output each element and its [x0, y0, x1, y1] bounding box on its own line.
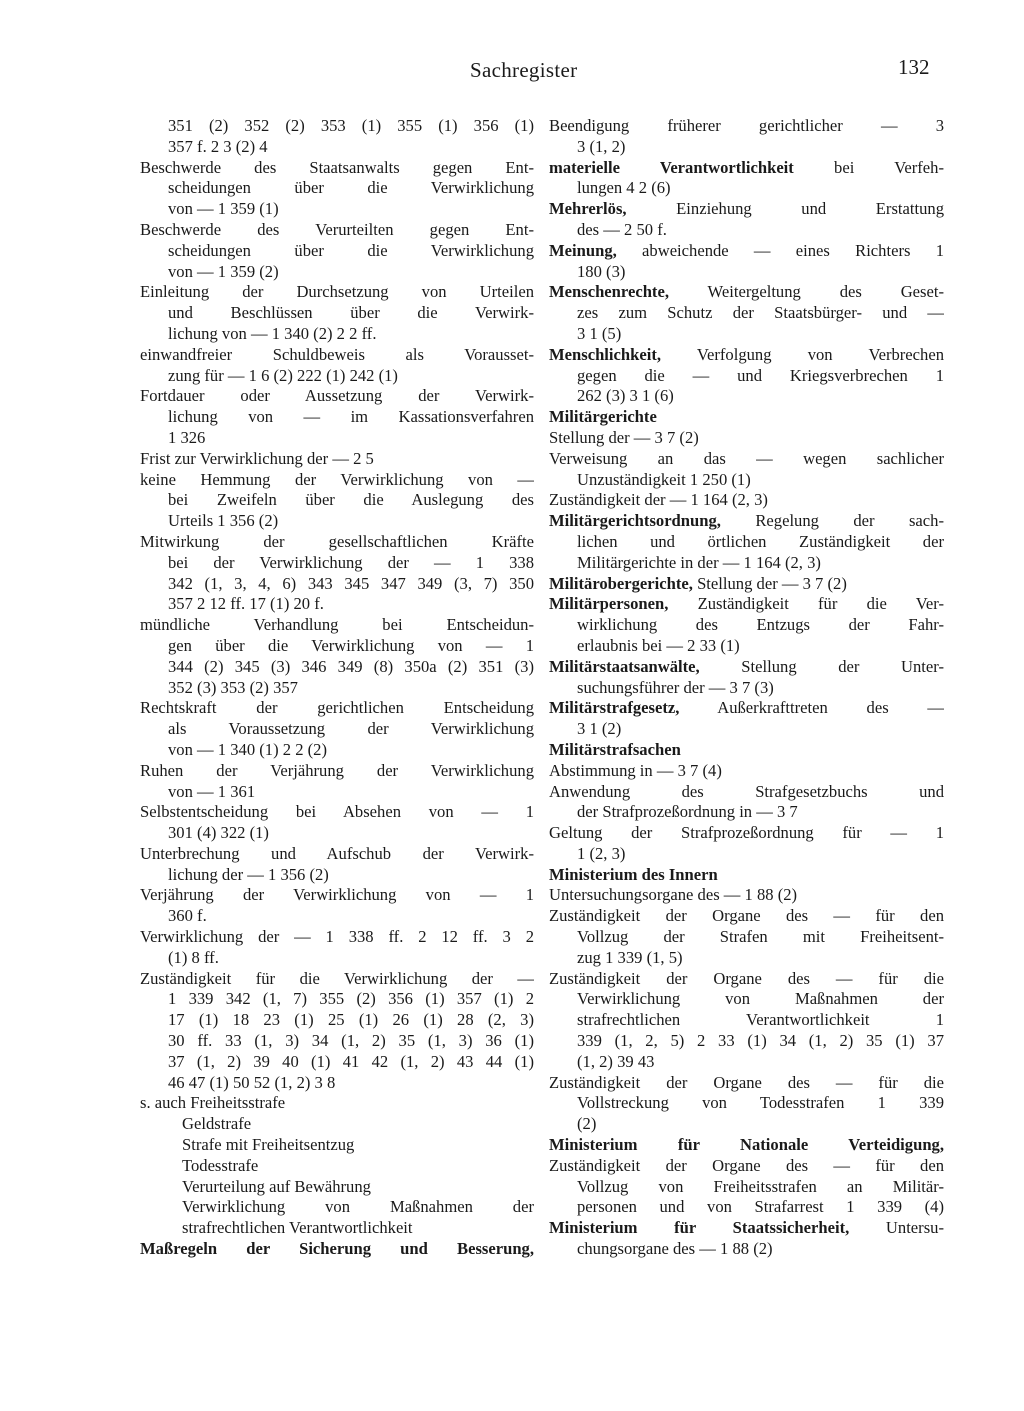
index-line	[140, 844, 534, 865]
index-line	[549, 137, 944, 158]
index-line	[549, 1093, 944, 1114]
index-line	[140, 532, 534, 553]
index-line	[140, 553, 534, 574]
index-line	[140, 282, 534, 303]
index-text: Unterbrechung und Aufschub der Verwirk-	[140, 843, 534, 863]
index-text: (1) 8 ff.	[168, 947, 219, 967]
index-line	[549, 158, 944, 179]
index-line	[140, 1177, 534, 1198]
index-line	[140, 1114, 534, 1135]
index-text: Verwirklichung der — 1 338 ff. 2 12 ff. 3 2	[140, 927, 534, 947]
index-text: Verfolgung von Verbrechen	[661, 344, 944, 364]
index-line	[549, 1010, 944, 1031]
index-line	[549, 782, 944, 803]
index-text: von — 1 359 (2)	[168, 261, 279, 281]
index-text: Rechtskraft der gerichtlichen Entscheidung	[140, 698, 534, 718]
index-text: des — 2 50 f.	[577, 219, 667, 239]
index-keyword: Ministerium des Innern	[549, 864, 718, 884]
index-line	[140, 761, 534, 782]
index-text: Verweisung an das — wegen sachlicher	[549, 448, 944, 468]
index-text: (2)	[577, 1114, 597, 1134]
index-line	[549, 303, 944, 324]
index-text: 3 1 (2)	[577, 719, 622, 739]
index-keyword: Menschlichkeit,	[549, 344, 661, 364]
index-line	[549, 636, 944, 657]
index-line	[549, 761, 944, 782]
index-line	[140, 865, 534, 886]
index-keyword: Mehrerlös,	[549, 199, 627, 219]
index-line	[140, 449, 534, 470]
index-keyword: Militärgerichte	[549, 407, 657, 427]
index-line	[549, 1218, 944, 1239]
index-line	[549, 262, 944, 283]
index-text: 344 (2) 345 (3) 346 349 (8) 350a (2) 351 (3)	[168, 656, 534, 676]
index-text: als Voraussetzung der Verwirklichung	[168, 719, 534, 739]
index-text: Militärgerichte in der — 1 164 (2, 3)	[577, 552, 821, 572]
index-line	[140, 1239, 534, 1260]
index-line	[549, 678, 944, 699]
index-text: 1 (2, 3)	[577, 843, 626, 863]
index-line	[549, 948, 944, 969]
index-text: lungen 4 2 (6)	[577, 178, 671, 198]
index-text: Zuständigkeit der Organe des — für den	[549, 906, 944, 926]
index-text: 3 (1, 2)	[577, 136, 626, 156]
index-text: 360 f.	[168, 906, 207, 926]
index-line	[549, 969, 944, 990]
index-line	[140, 927, 534, 948]
index-line	[140, 678, 534, 699]
index-text: bei Verfeh-	[793, 157, 944, 177]
index-text: strafrechtlichen Verantwortlichkeit 1	[577, 1010, 944, 1030]
index-text: chungsorgane des — 1 88 (2)	[577, 1239, 773, 1259]
index-keyword: Militärstrafgesetz,	[549, 698, 680, 718]
index-line	[140, 1156, 534, 1177]
index-column-left	[140, 116, 534, 1260]
index-line	[140, 199, 534, 220]
index-line	[549, 1197, 944, 1218]
index-line	[140, 116, 534, 137]
index-line	[140, 241, 534, 262]
index-text: einwandfreier Schuldbeweis als Vorausset-	[140, 344, 534, 364]
index-text: suchungsführer der — 3 7 (3)	[577, 677, 774, 697]
index-text: Zuständigkeit der Organe des — für die	[549, 1072, 944, 1092]
index-text: bei der Verwirklichung der — 1 338	[168, 552, 534, 572]
index-line	[140, 885, 534, 906]
index-line	[549, 1073, 944, 1094]
index-keyword: Maßregeln der Sicherung und Besserung,	[140, 1239, 534, 1259]
index-text: lichen und örtlichen Zuständigkeit der	[577, 531, 944, 551]
index-line	[549, 449, 944, 470]
index-text: Zuständigkeit für die Verwirklichung der —	[140, 968, 534, 988]
index-text: Verurteilung auf Bewährung	[182, 1176, 371, 1196]
index-line	[140, 823, 534, 844]
index-text: 46 47 (1) 50 52 (1, 2) 3 8	[168, 1072, 336, 1092]
index-text: erlaubnis bei — 2 33 (1)	[577, 635, 740, 655]
index-text: lichung der — 1 356 (2)	[168, 864, 329, 884]
index-line	[140, 137, 534, 158]
index-text: Außerkrafttreten des —	[679, 698, 944, 718]
index-text: Stellung der Unter-	[699, 656, 944, 676]
index-line	[549, 1052, 944, 1073]
index-text: scheidungen über die Verwirklichung	[168, 240, 534, 260]
index-keyword: Ministerium für Nationale Verteidigung,	[549, 1135, 944, 1155]
index-line	[549, 324, 944, 345]
index-text: Einleitung der Durchsetzung von Urteilen	[140, 282, 534, 302]
index-text: der Strafprozeßordnung in — 3 7	[577, 802, 798, 822]
index-line	[549, 885, 944, 906]
index-line	[549, 615, 944, 636]
index-keyword: Menschenrechte,	[549, 282, 669, 302]
index-line	[140, 158, 534, 179]
index-text: 1 326	[168, 427, 206, 447]
index-text: Fortdauer oder Aussetzung der Verwirk-	[140, 386, 534, 406]
index-text: Zuständigkeit der — 1 164 (2, 3)	[549, 490, 768, 510]
index-line	[549, 719, 944, 740]
index-text: 262 (3) 3 1 (6)	[577, 386, 674, 406]
index-line	[140, 1031, 534, 1052]
index-line	[549, 844, 944, 865]
index-text: 352 (3) 353 (2) 357	[168, 677, 298, 697]
index-text: Mitwirkung der gesellschaftlichen Kräfte	[140, 531, 534, 551]
index-line	[549, 470, 944, 491]
index-text: Verjährung der Verwirklichung von — 1	[140, 885, 534, 905]
index-text: Frist zur Verwirklichung der — 2 5	[140, 448, 374, 468]
index-text: von — 1 359 (1)	[168, 199, 279, 219]
index-line	[140, 178, 534, 199]
index-line	[140, 1093, 534, 1114]
index-line	[140, 490, 534, 511]
index-text: 37 (1, 2) 39 40 (1) 41 42 (1, 2) 43 44 (1)	[168, 1051, 534, 1071]
index-line	[140, 989, 534, 1010]
index-text: Weitergeltung des Geset-	[668, 282, 944, 302]
index-text: Zuständigkeit für die Ver-	[668, 594, 944, 614]
index-keyword: Militärpersonen,	[549, 594, 669, 614]
index-line	[549, 116, 944, 137]
index-text: Urteils 1 356 (2)	[168, 511, 279, 531]
index-text: 1 339 342 (1, 7) 355 (2) 356 (1) 357 (1) 2	[168, 989, 534, 1009]
index-text: scheidungen über die Verwirklichung	[168, 178, 534, 198]
index-line	[140, 366, 534, 387]
index-text: Strafe mit Freiheitsentzug	[182, 1135, 355, 1155]
index-text: Beschwerde des Staatsanwalts gegen Ent-	[140, 157, 534, 177]
index-line	[140, 740, 534, 761]
index-text: strafrechtlichen Verantwortlichkeit	[182, 1218, 413, 1238]
index-text: personen und von Strafarrest 1 339 (4)	[577, 1197, 944, 1217]
index-text: von — 1 340 (1) 2 2 (2)	[168, 739, 328, 759]
index-line	[140, 906, 534, 927]
index-line	[549, 282, 944, 303]
index-line	[140, 719, 534, 740]
index-text: Anwendung des Strafgesetzbuchs und	[549, 781, 944, 801]
index-line	[140, 948, 534, 969]
index-line	[549, 428, 944, 449]
index-line	[549, 740, 944, 761]
index-text: Vollstreckung von Todesstrafen 1 339	[577, 1093, 944, 1113]
index-text: s. auch Freiheitsstrafe	[140, 1093, 286, 1113]
index-text: Untersuchungsorgane des — 1 88 (2)	[549, 885, 798, 905]
index-text: 30 ff. 33 (1, 3) 34 (1, 2) 35 (1, 3) 36 (1)	[168, 1031, 534, 1051]
index-line	[549, 490, 944, 511]
index-text: zes zum Schutz der Staatsbürger- und —	[577, 303, 944, 323]
index-line	[140, 802, 534, 823]
index-text: Zuständigkeit der Organe des — für die	[549, 968, 944, 988]
page-number: 132	[898, 55, 930, 79]
index-text: Abstimmung in — 3 7 (4)	[549, 760, 722, 780]
index-text: Geltung der Strafprozeßordnung für — 1	[549, 823, 944, 843]
index-line	[549, 594, 944, 615]
index-line	[140, 428, 534, 449]
index-text: Verwirklichung von Maßnahmen der	[577, 989, 944, 1009]
index-line	[549, 698, 944, 719]
index-line	[549, 199, 944, 220]
running-header: Sachregister	[470, 58, 578, 82]
index-text: (1, 2) 39 43	[577, 1051, 655, 1071]
index-text: Unzuständigkeit 1 250 (1)	[577, 469, 751, 489]
index-line	[140, 345, 534, 366]
index-line	[549, 823, 944, 844]
index-line	[549, 366, 944, 387]
index-text: wirklichung des Entzugs der Fahr-	[577, 615, 944, 635]
index-keyword: Militärstrafsachen	[549, 739, 681, 759]
index-text: Todesstrafe	[182, 1155, 259, 1175]
index-text: 351 (2) 352 (2) 353 (1) 355 (1) 356 (1)	[168, 116, 534, 135]
index-text: gen über die Verwirklichung von — 1	[168, 635, 534, 655]
index-line	[140, 324, 534, 345]
index-line	[140, 386, 534, 407]
index-line	[549, 927, 944, 948]
index-line	[549, 345, 944, 366]
index-text: Vollzug von Freiheitsstrafen an Militär-	[577, 1176, 944, 1196]
index-text: lichung von — 1 340 (2) 2 2 ff.	[168, 323, 377, 343]
index-line	[140, 574, 534, 595]
index-line	[549, 906, 944, 927]
index-line	[549, 241, 944, 262]
index-text: 17 (1) 18 23 (1) 25 (1) 26 (1) 28 (2, 3)	[168, 1010, 534, 1030]
index-line	[549, 532, 944, 553]
index-text: Selbstentscheidung bei Absehen von — 1	[140, 802, 534, 822]
index-line	[140, 1073, 534, 1094]
index-keyword: Militärstaatsanwälte,	[549, 656, 700, 676]
index-line	[549, 989, 944, 1010]
index-line	[140, 698, 534, 719]
index-text: zug 1 339 (1, 5)	[577, 947, 683, 967]
index-keyword: Militärgerichtsordnung,	[549, 511, 721, 531]
index-text: und Beschlüssen über die Verwirk-	[168, 303, 534, 323]
index-line	[549, 1031, 944, 1052]
index-text: Untersu-	[849, 1218, 944, 1238]
index-text: zung für — 1 6 (2) 222 (1) 242 (1)	[168, 365, 398, 385]
index-line	[140, 511, 534, 532]
index-text: keine Hemmung der Verwirklichung von —	[140, 469, 534, 489]
index-line	[140, 782, 534, 803]
index-text: Verwirklichung von Maßnahmen der	[182, 1197, 534, 1217]
index-line	[549, 1114, 944, 1135]
index-line	[140, 594, 534, 615]
index-line	[140, 407, 534, 428]
index-line	[549, 865, 944, 886]
index-line	[549, 386, 944, 407]
index-line	[140, 303, 534, 324]
index-line	[549, 657, 944, 678]
index-line	[140, 220, 534, 241]
index-text: Beschwerde des Verurteilten gegen Ent-	[140, 219, 534, 239]
index-text: 301 (4) 322 (1)	[168, 823, 269, 843]
index-line	[549, 802, 944, 823]
index-text: von — 1 361	[168, 781, 256, 801]
index-line	[140, 1052, 534, 1073]
index-text: gegen die — und Kriegsverbrechen 1	[577, 365, 944, 385]
index-text: Zuständigkeit der Organe des — für den	[549, 1155, 944, 1175]
index-text: 180 (3)	[577, 261, 626, 281]
index-line	[549, 1177, 944, 1198]
index-text: 357 f. 2 3 (2) 4	[168, 136, 268, 156]
index-text: Stellung der — 3 7 (2)	[549, 427, 699, 447]
index-keyword: materielle Verantwortlichkeit	[549, 157, 794, 177]
index-text: Ruhen der Verjährung der Verwirklichung	[140, 760, 534, 780]
index-line	[140, 1135, 534, 1156]
index-keyword: Militärobergerichte,	[549, 573, 693, 593]
index-keyword: Ministerium für Staatssicherheit,	[549, 1218, 850, 1238]
index-text: mündliche Verhandlung bei Entscheidun-	[140, 615, 534, 635]
index-line	[549, 553, 944, 574]
index-text: Geldstrafe	[182, 1114, 252, 1134]
index-text: Stellung der — 3 7 (2)	[692, 573, 847, 593]
index-text: Einziehung und Erstattung	[626, 199, 944, 219]
index-text: 3 1 (5)	[577, 323, 622, 343]
index-line	[549, 574, 944, 595]
index-text: Beendigung früherer gerichtlicher — 3	[549, 116, 944, 135]
index-line	[140, 1010, 534, 1031]
index-line	[140, 262, 534, 283]
index-text: bei Zweifeln über die Auslegung des	[168, 490, 534, 510]
index-line	[549, 1156, 944, 1177]
index-line	[549, 220, 944, 241]
index-keyword: Meinung,	[549, 240, 617, 260]
index-text: Vollzug der Strafen mit Freiheitsent-	[577, 927, 944, 947]
index-line	[549, 178, 944, 199]
index-text: 357 2 12 ff. 17 (1) 20 f.	[168, 594, 324, 614]
index-text: abweichende — eines Richters 1	[616, 240, 944, 260]
index-text: 342 (1, 3, 4, 6) 343 345 347 349 (3, 7) 350	[168, 573, 534, 593]
index-line	[549, 1135, 944, 1156]
index-text: Regelung der sach-	[720, 511, 944, 531]
index-text: lichung von — im Kassationsverfahren	[168, 407, 534, 427]
index-line	[140, 636, 534, 657]
index-line	[549, 511, 944, 532]
index-line	[140, 615, 534, 636]
index-column-right	[549, 116, 944, 1260]
index-text: 339 (1, 2, 5) 2 33 (1) 34 (1, 2) 35 (1) 37	[577, 1031, 944, 1051]
index-line	[549, 407, 944, 428]
index-line	[140, 1218, 534, 1239]
index-line	[140, 470, 534, 491]
index-line	[140, 969, 534, 990]
index-line	[140, 657, 534, 678]
index-line	[549, 1239, 944, 1260]
index-line	[140, 1197, 534, 1218]
